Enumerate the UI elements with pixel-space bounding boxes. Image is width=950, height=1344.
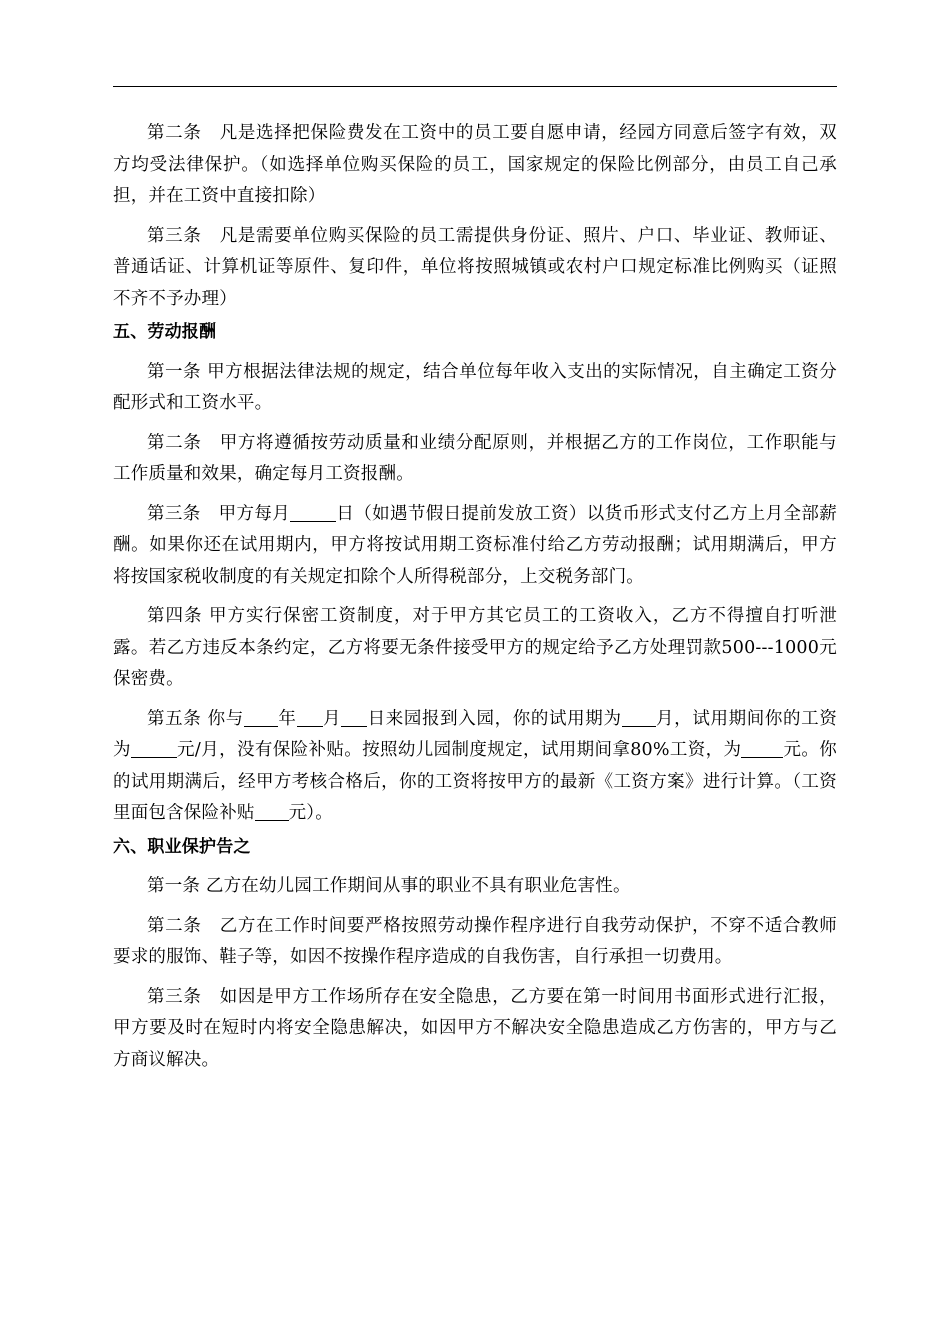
article-text: 月，试用期间你的工资为 [113,708,838,760]
sec5-article-3 [113,499,837,594]
article-number: 第二条 [147,123,202,143]
article-number: 第三条 [147,225,202,246]
probation-months-blank [622,708,656,727]
article-number: 第一条 [147,361,202,382]
pay-day-blank [290,503,336,522]
article-number: 第二条 [147,432,202,453]
year-blank [244,708,278,727]
article-text: 你与 [207,708,244,729]
article-text: 元/月，没有保险补贴。按照幼儿园制度规定，试用期间拿80%工资，为 [176,740,742,760]
article-text: 日来园报到入园，你的试用期为 [367,708,622,729]
sec4-article-2 [113,118,837,213]
sec5-article-4 [113,601,837,696]
sec4-article-3 [113,221,837,316]
article-number: 第三条 [147,503,201,524]
section-6-heading: 六、职业保护告之 [113,836,251,857]
document-body [113,118,837,1076]
article-text: 年 [277,708,297,729]
article-text: 凡是需要单位购买保险的员工需提供身份证、照片、户口、毕业证、教师证、普通话证、计算机证等原件、复印件，单位将按照城镇或农村户口规定标准比例购买（证照不齐不予办理） [113,225,837,309]
sec6-article-3 [113,982,837,1077]
article-text: 凡是选择把保险费发在工资中的员工要自愿申请，经园方同意后签字有效，双方均受法律保护。（如选择单位购买保险的员工，国家规定的保险比例部分，由员工自己承担，并在工资中直接扣除） [113,123,837,206]
header-rule [113,86,837,87]
insurance-subsidy-blank [255,803,289,822]
article-text: 乙方在幼儿园工作期间从事的职业不具有职业危害性。 [205,876,631,896]
article-text: 甲方将遵循按劳动质量和业绩分配原则，并根据乙方的工作岗位，工作职能与工作质量和效果，确定每月工资报酬。 [113,432,837,484]
article-text: 月 [322,708,342,729]
sec5-article-2 [113,428,837,491]
article-number: 第二条 [147,915,202,936]
sec6-article-2 [113,911,837,974]
article-text: 甲方每月 [218,503,291,524]
sec5-article-1 [113,357,837,420]
article-text: 甲方根据法律法规的规定，结合单位每年收入支出的实际情况，自主确定工资分配形式和工资水平。 [113,361,838,413]
article-number: 第五条 [147,708,202,729]
day-blank [341,708,367,727]
article-text: 元）。 [288,803,333,823]
article-number: 第四条 [147,606,203,626]
article-text: 甲方实行保密工资制度，对于甲方其它员工的工资收入，乙方不得擅自打听泄露。若乙方违反本条约定，乙方将要无条件接受甲方的规定给予乙方处理罚款500---1000元保密费。 [113,606,837,689]
article-number: 第一条 [147,876,201,896]
article-text: 日（如遇节假日提前发放工资）以货币形式支付乙方上月全部薪酬。如果你还在试用期内，甲方将按试用期工资标准付给乙方劳动报酬；试用期满后，甲方将按国家税收制度的有关规定扣除个人所得税部分，上交税务部门。 [113,503,837,587]
article-text: 乙方在工作时间要严格按照劳动操作程序进行自我劳动保护，不穿不适合教师要求的服饰、鞋子等，如因不按操作程序造成的自我伤害，自行承担一切费用。 [113,915,837,967]
probation-wage-blank [131,740,177,759]
article-text: 如因是甲方工作场所存在安全隐患，乙方要在第一时间用书面形式进行汇报，甲方要及时在短时内将安全隐患解决，如因甲方不解决安全隐患造成乙方伤害的，甲方与乙方商议解决。 [113,986,837,1070]
article-text: 元。你的试用期满后，经甲方考核合格后，你的工资将按甲方的最新《工资方案》进行计算。（工资里面包含保险补贴 [113,740,837,823]
sec6-article-1 [113,871,837,903]
section-5-heading: 五、劳动报酬 [113,322,217,342]
probation-pay-blank [741,740,783,759]
sec5-article-5 [113,704,837,830]
article-number: 第三条 [147,986,202,1007]
month-blank [297,708,323,727]
